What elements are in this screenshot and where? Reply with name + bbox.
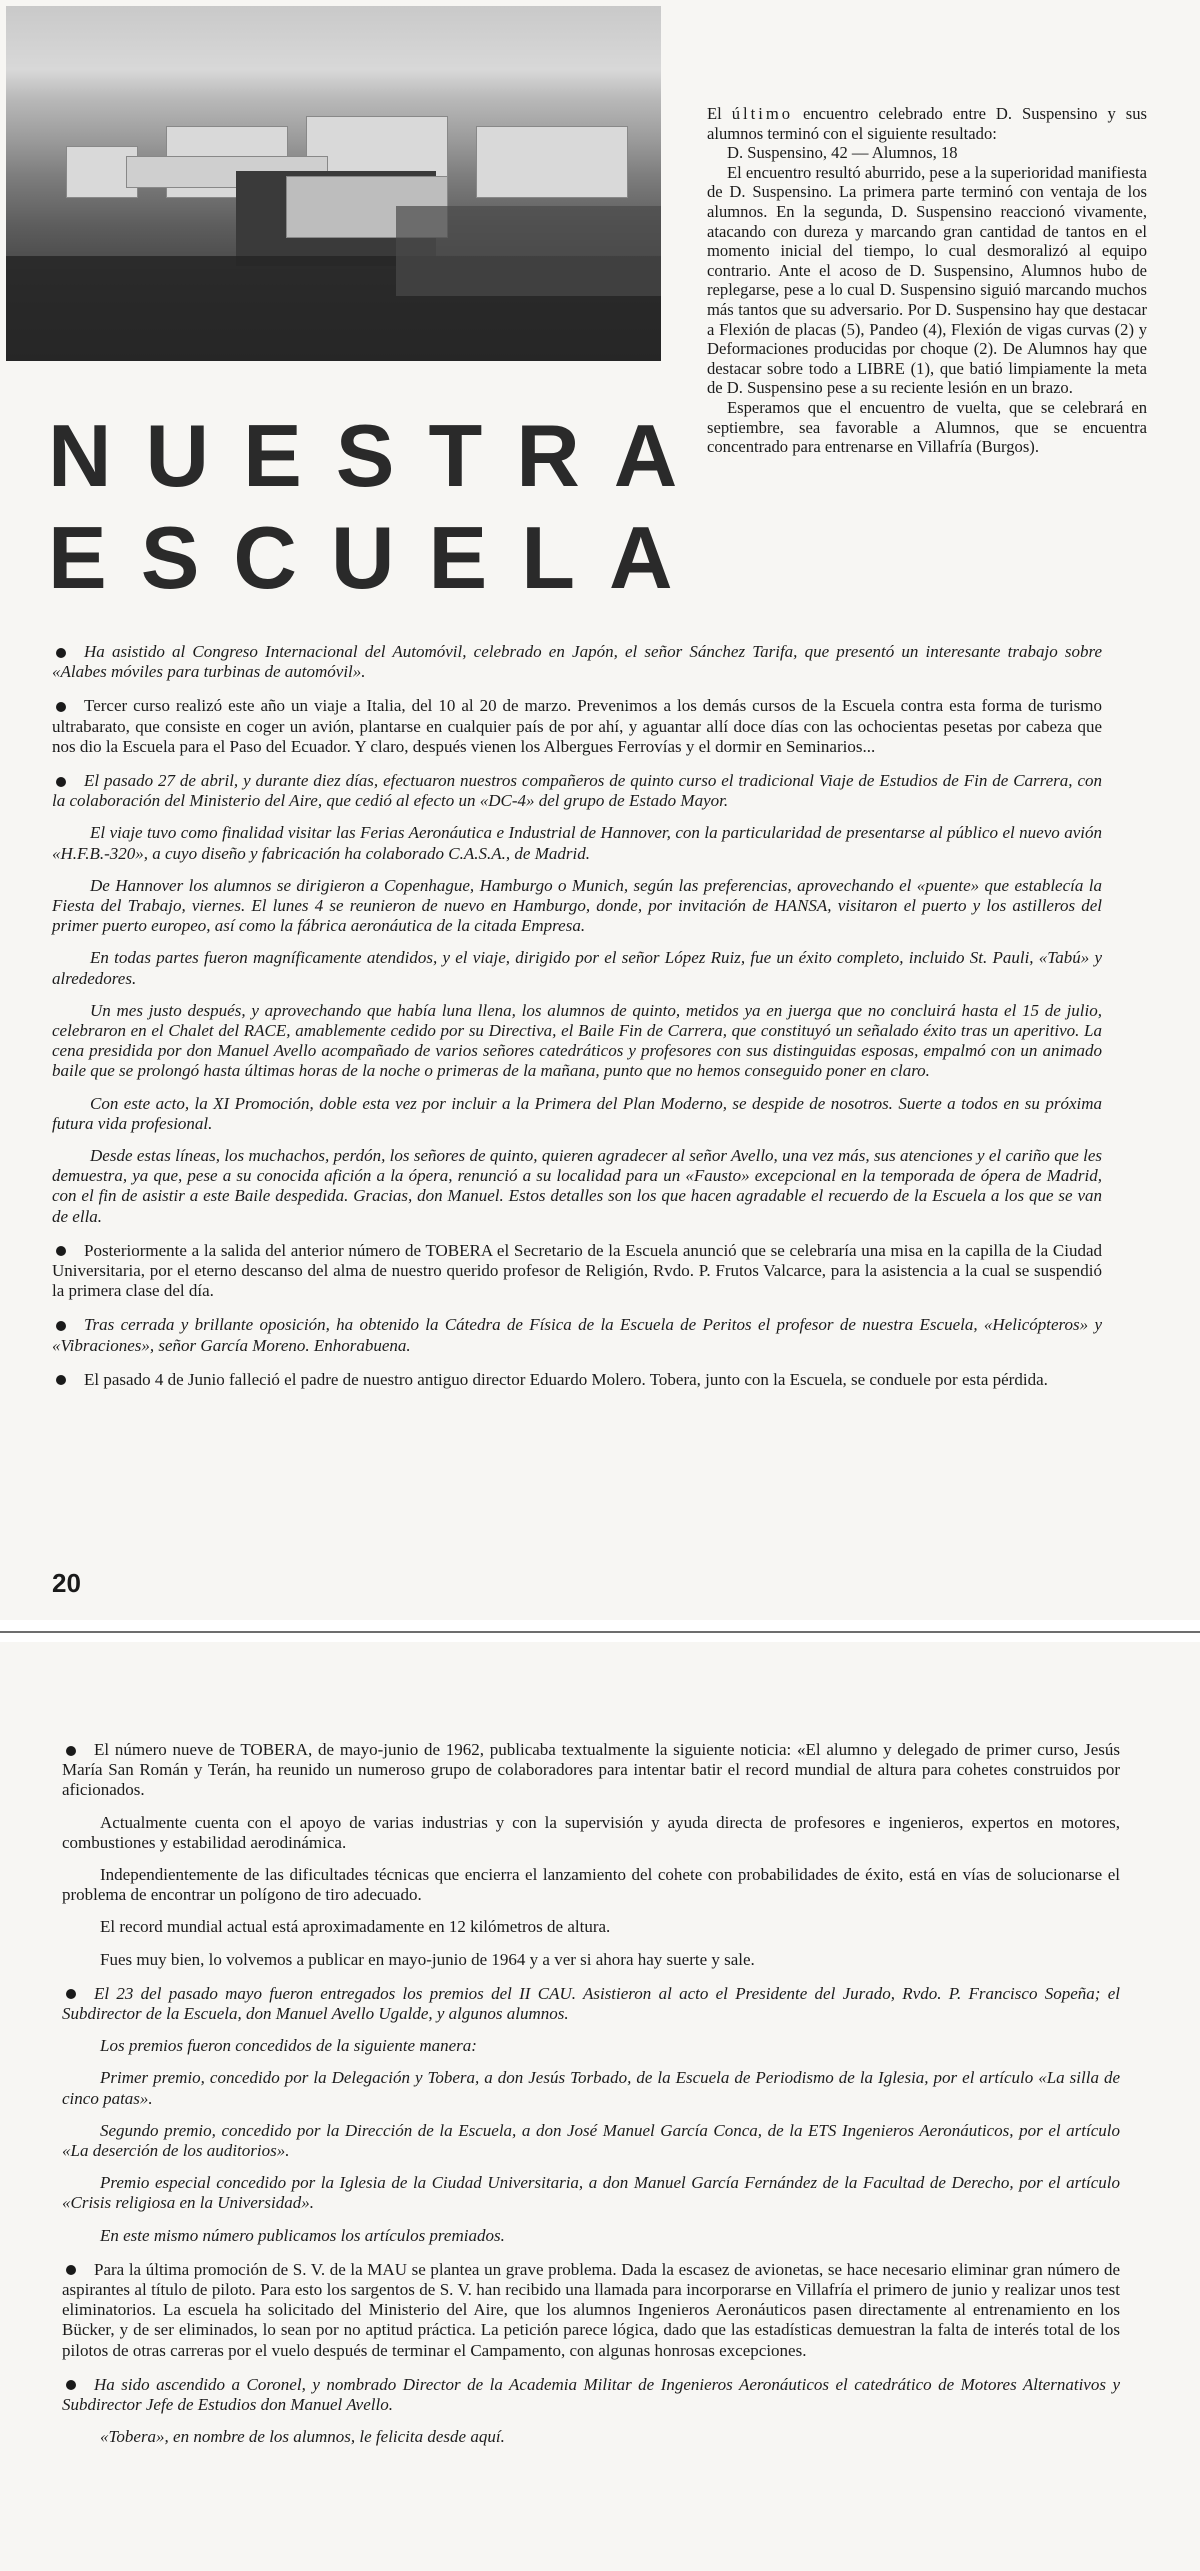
cau-paragraph: Premio especial concedido por la Iglesia de la Ciudad Universitaria, a don Manuel García Fernández de la Facultad de Derecho, por el artículo «Crisis religiosa en la Universidad». <box>62 2173 1120 2213</box>
page-21 <box>0 1642 1200 2571</box>
cohete-paragraph: El record mundial actual está aproximadamente en 12 kilómetros de altura. <box>100 1917 611 1937</box>
viaje-paragraph: En todas partes fueron magníficamente atendidos, y el viaje, dirigido por el señor López Ruiz, fue un éxito completo, incluido St. Pauli, «Tabú» y alrededores. <box>52 948 1102 988</box>
viaje-paragraph: De Hannover los alumnos se dirigieron a Copenhague, Hamburgo o Munich, según las preferencias, aprovechando el «puente» que establecía la Fiesta del Trabajo, viernes. El lunes 4 se reunieron de nuevo en Hamburgo, donde, por invitación de HANSA, visitaron el puerto y los astilleros del primer puerto europeo, así como la fábrica aeronáutica de la citada Empresa. <box>52 875 1102 936</box>
match-intro: El último encuentro celebrado entre D. Suspensino y sus alumnos terminó con el siguiente resultado: <box>707 104 1147 143</box>
bullet-icon <box>56 1246 66 1256</box>
cau-paragraph: En este mismo número publicamos los artículos premiados. <box>100 2225 505 2245</box>
cau-paragraph: Primer premio, concedido por la Delegación y Tobera, a don Jesús Torbado, de la Escuela de Periodismo de la Iglesia, por el artículo «La silla de cinco patas». <box>62 2068 1120 2108</box>
news-item-catedra: Tras cerrada y brillante oposición, ha obtenido la Cátedra de Física de la Escuela de Peritos el profesor de nuestra Escuela, «Helicópteros» y «Vibraciones», señor García Moreno. Enhorabuena. <box>52 1315 1102 1355</box>
bullet-icon <box>66 2265 76 2275</box>
match-score: D. Suspensino, 42 — Alumnos, 18 <box>727 143 958 163</box>
news-item-cau: El 23 del pasado mayo fueron entregados los premios del II CAU. Asistieron al acto el Presidente del Jurado, Rvdo. P. Francisco Sopeña; el Subdirector de la Escuela, don Manuel Avello Ugalde, y algunos alumnos. <box>62 1983 1120 2024</box>
campus-photo <box>6 6 661 361</box>
news-item-mau: Para la última promoción de S. V. de la MAU se plantea un grave problema. Dada la escasez de avionetas, se hace necesario eliminar gran número de aspirantes al título de piloto. Para esto los sargentos de S. V. han recibido una llamada para incorporarse en Villafría el primero de junio y realizar unos test eliminatorios. La escuela ha solicitado del Ministerio del Aire, que los alumnos Ingenieros Aeronáuticos pasen directamente al entrenamiento en los Bücker, y de ser eliminados, lo sean por no aptitud práctica. La petición parece lógica, dado que las estadísticas demuestran la falta de interés total de los pilotos de otras carreras por el vuelo después de terminar el Campamento, con algunas honrosas excepciones. <box>62 2259 1120 2360</box>
coronel-paragraph: «Tobera», en nombre de los alumnos, le felicita desde aquí. <box>100 2427 505 2447</box>
bullet-icon <box>56 702 66 712</box>
match-outlook: Esperamos que el encuentro de vuelta, que se celebrará en septiembre, sea favorable a Alumnos, que se encuentra concentrado para entrenarse en Villafría (Burgos). <box>707 397 1147 457</box>
bullet-icon <box>66 1989 76 1999</box>
cohete-paragraph: Actualmente cuenta con el apoyo de varias industrias y con la supervisión y ayuda directa de profesores e ingenieros, expertos en motores, combustiones y estabilidad aerodinámica. <box>62 1812 1120 1852</box>
news-item-coronel: Ha sido ascendido a Coronel, y nombrado Director de la Academia Militar de Ingenieros Aeronáuticos el catedrático de Motores Alternativos y Subdirector Jefe de Estudios don Manuel Avello. <box>62 2374 1120 2415</box>
headline-escuela: ESCUELA <box>48 508 707 607</box>
viaje-paragraph: Desde estas líneas, los muchachos, perdón, los señores de quinto, quieren agradecer al señor Avello, una vez más, sus atenciones y el cariño que les demuestra, ya que, pese a su conocida afición a la ópera, renunció a su localidad para un «Fausto» excepcional en la temporada de ópera de Madrid, con el fin de asistir a este Baile despedida. Gracias, don Manuel. Estos detalles son los que hacen agradable el recuerdo de la Escuela a los que se van de ella. <box>52 1146 1102 1226</box>
cohete-paragraph: Independientemente de las dificultades técnicas que encierra el lanzamiento del cohete con probabilidades de éxito, está en vías de solucionarse el problema de encontrar un polígono de tiro adecuado. <box>62 1865 1120 1905</box>
viaje-paragraph: Con este acto, la XI Promoción, doble esta vez por incluir a la Primera del Plan Moderno, se despide de nosotros. Suerte a todos en su próxima futura vida profesional. <box>52 1093 1102 1133</box>
news-item-congreso: Ha asistido al Congreso Internacional del Automóvil, celebrado en Japón, el señor Sánchez Tarifa, que presentó un interesante trabajo sobre «Alabes móviles para turbinas de automóvil». <box>52 642 1102 682</box>
match-report: El encuentro resultó aburrido, pese a la superioridad manifiesta de D. Suspensino. La primera parte terminó con ventaja de los alumnos. En la segunda, D. Suspensino reaccionó vivamente, atacando con dureza y marcando gran cantidad de tantos en el momento inicial del tiempo, lo cual desmoralizó al equipo contrario. Ante el acoso de D. Suspensino, Alumnos hubo de replegarse, pese a lo cual D. Suspensino siguió marcando muchos más tantos que su adversario. Por D. Suspensino hay que destacar a Flexión de placas (5), Pandeo (4), Flexión de vigas curvas (2) y Deformaciones producidas por choque (2). De Alumnos hay que destacar sobre todo a LIBRE (1), que batió limpiamente la meta de D. Suspensino pese a su reciente lesión en un brazo. <box>707 162 1147 398</box>
headline-nuestra: NUESTRA <box>48 406 712 505</box>
bullet-icon <box>56 648 66 658</box>
news-item-cohete: El número nueve de TOBERA, de mayo-junio de 1962, publicaba textualmente la siguiente noticia: «El alumno y delegado de primer curso, Jesús María San Román y Terán, ha reunido un numeroso grupo de colaboradores para intentar batir el record mundial de altura para cohetes construidos por aficionados. <box>62 1740 1120 1800</box>
cau-paragraph: Segundo premio, concedido por la Dirección de la Escuela, a don José Manuel García Conca, de la ETS Ingenieros Aeronáuticos, por el artículo «La deserción de los auditorios». <box>62 2120 1120 2161</box>
viaje-paragraph: Un mes justo después, y aprovechando que había luna llena, los alumnos de quinto, metidos ya en juerga que no concluirá hasta el 15 de julio, celebraron en el Chalet del RACE, amablemente cedido por su Directiva, el Baile Fin de Carrera, que constituyó un señalado éxito tras un aperitivo. La cena presidida por don Manuel Avello acompañado de varios señores catedráticos y profesores con sus distinguidas esposas, empalmó con un animado baile que se prolongó hasta últimas horas de la noche o primeras de la mañana, punto que no hemos conseguido poner en claro. <box>52 1000 1102 1081</box>
bullet-icon <box>66 2380 76 2390</box>
news-column <box>52 642 1102 1390</box>
bullet-icon <box>66 1746 76 1756</box>
viaje-paragraph: El viaje tuvo como finalidad visitar las Ferias Aeronáutica e Industrial de Hannover, con la particularidad de presentarse al público el nuevo avión «H.F.B.-320», a cuyo diseño y fabricación ha colaborado C.A.S.A., de Madrid. <box>52 823 1102 863</box>
news-item-misa: Posteriormente a la salida del anterior número de TOBERA el Secretario de la Escuela anunció que se celebraría una misa en la capilla de la Ciudad Universitaria, por el eterno descanso del alma de nuestro querido profesor de Religión, Rvdo. P. Frutos Valcarce, para la asistencia a la cual se suspendió la primera clase del día. <box>52 1240 1102 1301</box>
cohete-paragraph: Fues muy bien, lo volvemos a publicar en mayo-junio de 1964 y a ver si ahora hay suerte y sale. <box>100 1949 755 1969</box>
news-item-molero: El pasado 4 de Junio falleció el padre de nuestro antiguo director Eduardo Molero. Tobera, junto con la Escuela, se conduele por esta pérdida. <box>52 1370 1102 1390</box>
news-item-tercer-curso: Tercer curso realizó este año un viaje a Italia, del 10 al 20 de marzo. Prevenimos a los demás cursos de la Escuela contra esta forma de turismo ultrabarato, que consiste en coger un avión, plantarse en cualquier país de por ahí, y aguantar allí doce días con las ochocientas pesetas por cabeza que nos dio la Escuela para el Paso del Ecuador. Y claro, después vienen los Albergues Ferrovías y el dormir en Seminarios... <box>52 696 1102 756</box>
bullet-icon <box>56 1375 66 1385</box>
bullet-icon <box>56 777 66 787</box>
news-item-viaje: El pasado 27 de abril, y durante diez días, efectuaron nuestros compañeros de quinto curso el tradicional Viaje de Estudios de Fin de Carrera, con la colaboración del Ministerio del Aire, que cedió al efecto un «DC-4» del grupo de Estado Mayor. <box>52 771 1102 811</box>
page-number: 20 <box>52 1568 81 1598</box>
bullet-icon <box>56 1321 66 1331</box>
right-column-article <box>707 104 1147 457</box>
news-column-2 <box>62 1740 1120 2447</box>
cau-paragraph: Los premios fueron concedidos de la siguiente manera: <box>100 2036 477 2056</box>
page-separator <box>0 1620 1200 1642</box>
